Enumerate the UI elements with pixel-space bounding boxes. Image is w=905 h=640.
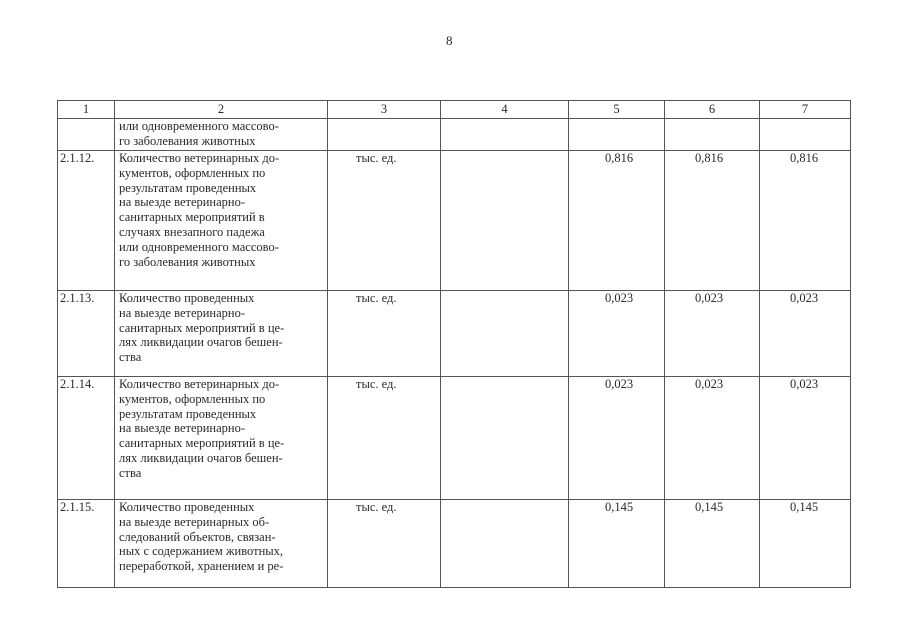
description-line: на выезде ветеринарно- [119, 195, 246, 210]
page-number: 8 [446, 33, 453, 48]
description-line: на выезде ветеринарных об- [119, 514, 270, 529]
description-line: санитарных мероприятий в це- [119, 320, 285, 335]
description-line: ства [119, 465, 142, 480]
row-col4 [441, 500, 569, 588]
description-line: санитарных мероприятий в це- [119, 436, 285, 451]
row-col7 [760, 119, 851, 151]
column-header: 7 [760, 101, 851, 119]
data-table [57, 100, 851, 588]
row-description [115, 377, 328, 500]
table-row [58, 119, 851, 151]
row-number: 2.1.13. [58, 291, 115, 377]
row-col4 [441, 151, 569, 291]
description-line: или одновременного массово- [119, 119, 279, 133]
table-row [58, 377, 851, 500]
row-number: 2.1.12. [58, 151, 115, 291]
column-header: 4 [441, 101, 569, 119]
description-line: кументов, оформленных по [119, 391, 266, 406]
row-description [115, 119, 328, 151]
row-description [115, 151, 328, 291]
description-line: лях ликвидации очагов бешен- [119, 335, 283, 350]
row-col5: 0,816 [569, 151, 665, 291]
row-col6 [665, 119, 760, 151]
row-col4 [441, 291, 569, 377]
row-col5: 0,145 [569, 500, 665, 588]
column-header: 5 [569, 101, 665, 119]
row-col7: 0,023 [760, 291, 851, 377]
table-row [58, 151, 851, 291]
row-unit: тыс. ед. [328, 500, 441, 588]
description-line: случаях внезапного падежа [119, 224, 265, 239]
row-unit [328, 119, 441, 151]
description-line: следований объектов, связан- [119, 529, 276, 544]
description-line: го заболевания животных [119, 133, 256, 148]
table-row [58, 291, 851, 377]
description-line: результатам проведенных [119, 180, 257, 195]
description-line: или одновременного массово- [119, 239, 279, 254]
row-col6: 0,023 [665, 291, 760, 377]
description-line: лях ликвидации очагов бешен- [119, 450, 283, 465]
description-line: на выезде ветеринарно- [119, 421, 246, 436]
description-line: ства [119, 350, 142, 365]
column-header: 6 [665, 101, 760, 119]
column-header: 2 [115, 101, 328, 119]
row-col6: 0,145 [665, 500, 760, 588]
description-line: санитарных мероприятий в [119, 210, 265, 225]
description-line: Количество ветеринарных до- [119, 377, 280, 391]
row-col7: 0,023 [760, 377, 851, 500]
row-number [58, 119, 115, 151]
row-description [115, 291, 328, 377]
row-unit: тыс. ед. [328, 151, 441, 291]
row-col4 [441, 377, 569, 500]
row-col4 [441, 119, 569, 151]
row-col6: 0,023 [665, 377, 760, 500]
description-line: Количество проведенных [119, 500, 255, 514]
description-line: Количество ветеринарных до- [119, 151, 280, 165]
description-line: ных с содержанием животных, [119, 544, 284, 559]
description-line: результатам проведенных [119, 406, 257, 421]
column-header: 3 [328, 101, 441, 119]
row-description [115, 500, 328, 588]
row-col5 [569, 119, 665, 151]
description-line: Количество проведенных [119, 291, 255, 305]
description-line: переработкой, хранением и ре- [119, 559, 284, 574]
table-row [58, 500, 851, 588]
column-header: 1 [58, 101, 115, 119]
row-col5: 0,023 [569, 291, 665, 377]
row-col5: 0,023 [569, 377, 665, 500]
description-line: на выезде ветеринарно- [119, 305, 246, 320]
description-line: кументов, оформленных по [119, 165, 266, 180]
table-header-row [58, 101, 851, 119]
row-unit: тыс. ед. [328, 377, 441, 500]
row-col6: 0,816 [665, 151, 760, 291]
row-col7: 0,816 [760, 151, 851, 291]
row-unit: тыс. ед. [328, 291, 441, 377]
row-col7: 0,145 [760, 500, 851, 588]
row-number: 2.1.14. [58, 377, 115, 500]
row-number: 2.1.15. [58, 500, 115, 588]
description-line: го заболевания животных [119, 254, 256, 269]
